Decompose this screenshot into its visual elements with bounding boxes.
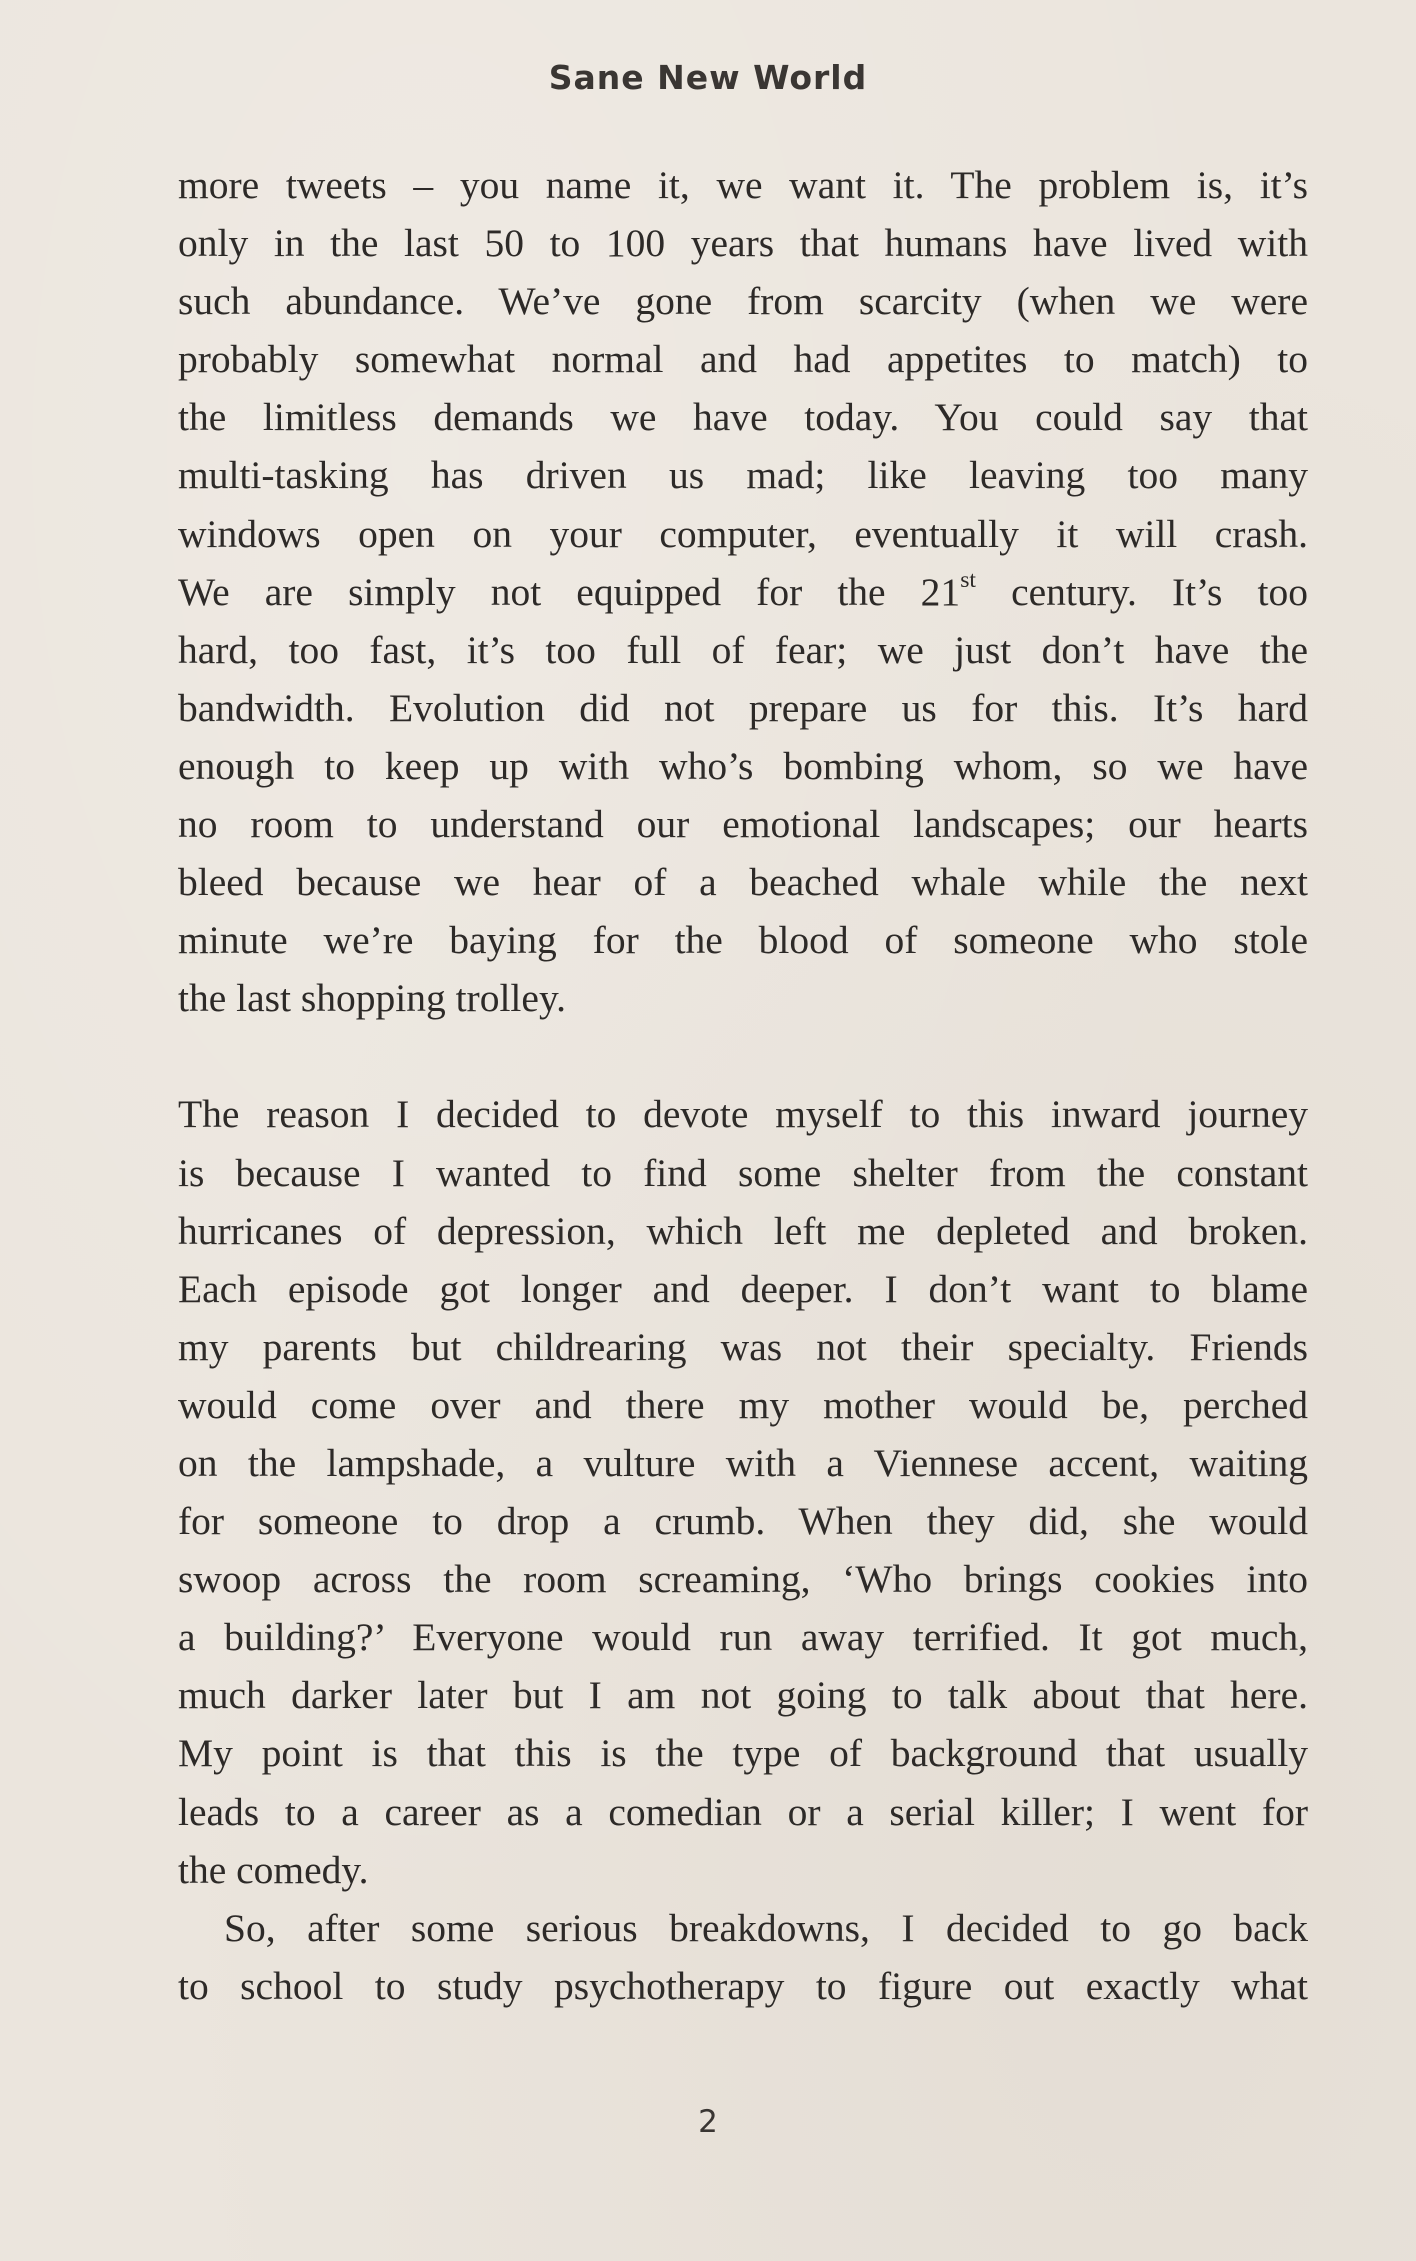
running-head-title: Sane New World <box>548 58 868 97</box>
text-line: Each episode got longer and deeper. I don’t want to blame <box>178 1266 1308 1311</box>
text-line: probably somewhat normal and had appetites to match) to <box>178 337 1308 382</box>
text-line: hard, too fast, it’s too full of fear; we just don’t have the <box>178 627 1308 672</box>
text-line: the last shopping trolley. <box>178 976 566 1021</box>
text-line: bleed because we hear of a beached whale while the next <box>178 860 1308 905</box>
text-line: only in the last 50 to 100 years that humans have lived with <box>178 221 1308 266</box>
text-line: windows open on your computer, eventually it will crash. <box>178 511 1308 556</box>
text-line: multi-tasking has driven us mad; like leaving too many <box>178 453 1308 498</box>
text-line: no room to understand our emotional landscapes; our hearts <box>178 802 1308 847</box>
text-line-start: We are simply not equipped for the 21 <box>178 569 961 614</box>
text-line: much darker later but I am not going to talk about that here. <box>178 1673 1308 1718</box>
paragraph-3 <box>178 1899 1308 2015</box>
text-line: the limitless demands we have today. You could say that <box>178 395 1308 440</box>
text-line: for someone to drop a crumb. When they did, she would <box>178 1499 1308 1544</box>
text-line: the comedy. <box>178 1847 369 1892</box>
text-line: The reason I decided to devote myself to this inward journey <box>178 1092 1308 1137</box>
text-line: is because I wanted to find some shelter from the constant <box>178 1150 1308 1195</box>
text-line-end: century. It’s too <box>976 569 1308 614</box>
text-line: My point is that this is the type of background that usually <box>178 1731 1308 1776</box>
text-line: minute we’re baying for the blood of someone who stole <box>178 918 1308 963</box>
text-line: hurricanes of depression, which left me depleted and broken. <box>178 1208 1308 1253</box>
paragraph-1 <box>178 156 1308 1027</box>
text-line: a building?’ Everyone would run away terrified. It got much, <box>178 1615 1308 1660</box>
text-line: my parents but childrearing was not their specialty. Friends <box>178 1324 1308 1369</box>
ordinal-superscript: st <box>960 566 976 593</box>
text-line: would come over and there my mother would be, perched <box>178 1382 1308 1427</box>
text-line: bandwidth. Evolution did not prepare us for this. It’s hard <box>178 685 1308 730</box>
text-line: such abundance. We’ve gone from scarcity (when we were <box>178 279 1308 324</box>
text-line-with-superscript <box>178 563 1308 621</box>
text-line: swoop across the room screaming, ‘Who brings cookies into <box>178 1557 1308 1602</box>
text-line: on the lampshade, a vulture with a Viennese accent, waiting <box>178 1440 1308 1485</box>
text-line: enough to keep up with who’s bombing whom, so we have <box>178 743 1308 788</box>
paragraph-2 <box>178 1085 1308 1898</box>
text-line: to school to study psychotherapy to figure out exactly what <box>178 1963 1308 2008</box>
text-line: So, after some serious breakdowns, I decided to go back <box>224 1905 1308 1950</box>
text-line: leads to a career as a comedian or a serial killer; I went for <box>178 1789 1308 1834</box>
body-text <box>178 156 1308 2015</box>
text-line: more tweets – you name it, we want it. The problem is, it’s <box>178 163 1308 207</box>
page-number: 2 <box>698 2104 718 2140</box>
